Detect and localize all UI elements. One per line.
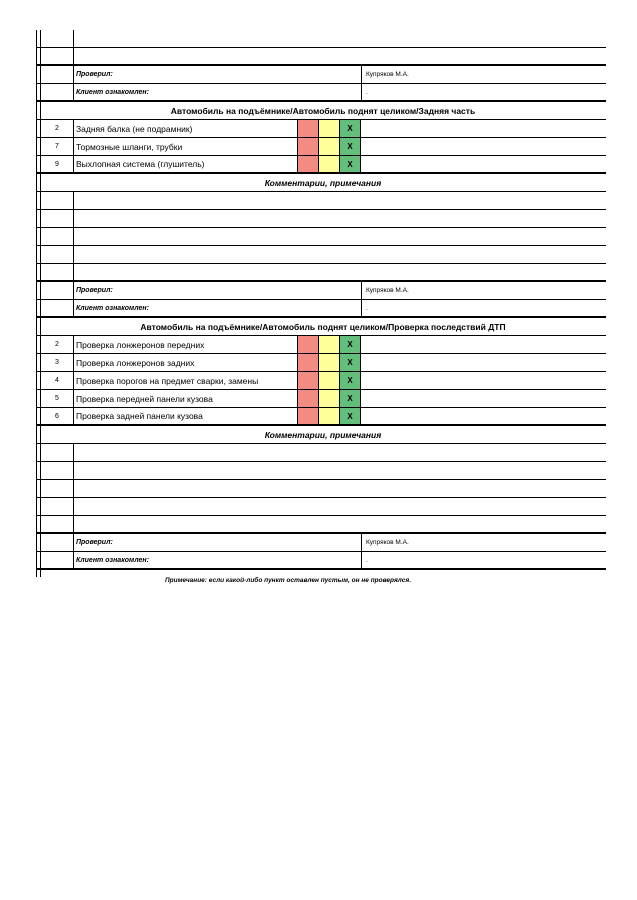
status-red-cell[interactable] (298, 120, 319, 137)
table-row (36, 390, 606, 408)
status-yellow-cell[interactable] (319, 354, 340, 371)
client-value: . (366, 304, 368, 312)
item-description: Задняя балка (не подрамник) (74, 120, 298, 137)
status-green-cell[interactable]: X (340, 336, 361, 353)
checked-by-label: Проверил: (74, 66, 362, 83)
table-row (36, 372, 606, 390)
comment-line[interactable] (36, 480, 606, 498)
item-number: 3 (40, 354, 74, 371)
comment-line[interactable] (36, 462, 606, 480)
blank-row (36, 48, 606, 66)
comments-title: Комментарии, примечания (264, 429, 382, 440)
footnote: Примечание: если какой-либо пункт оставлен пустым, он не проверялся. (165, 577, 411, 584)
table-row (36, 336, 606, 354)
comments-header (36, 174, 606, 192)
checked-by-label: Проверил: (74, 534, 362, 551)
status-yellow-cell[interactable] (319, 336, 340, 353)
checked-by-value: Купряков М.А. (366, 539, 409, 546)
status-yellow-cell[interactable] (319, 156, 340, 172)
comment-line[interactable] (36, 210, 606, 228)
client-row (36, 84, 606, 102)
comment-line[interactable] (36, 444, 606, 462)
blank-row (36, 30, 606, 48)
client-label: Клиент ознакомлен: (74, 552, 362, 568)
comments-header (36, 426, 606, 444)
inspection-sheet (36, 30, 606, 570)
item-number: 2 (40, 120, 74, 137)
status-yellow-cell[interactable] (319, 120, 340, 137)
status-green-cell[interactable]: X (340, 156, 361, 172)
checked-by-row (36, 282, 606, 300)
status-green-cell[interactable]: X (340, 120, 361, 137)
status-yellow-cell[interactable] (319, 390, 340, 407)
item-number: 6 (40, 408, 74, 424)
item-description: Выхлопная система (глушитель) (74, 156, 298, 172)
item-number: 7 (40, 138, 74, 155)
status-red-cell[interactable] (298, 336, 319, 353)
table-row (36, 156, 606, 174)
comment-line[interactable] (36, 246, 606, 264)
section-header (36, 318, 606, 336)
item-number: 2 (40, 336, 74, 353)
comment-line[interactable] (36, 498, 606, 516)
status-yellow-cell[interactable] (319, 408, 340, 424)
comment-line[interactable] (36, 192, 606, 210)
client-label: Клиент ознакомлен: (74, 84, 362, 100)
status-red-cell[interactable] (298, 390, 319, 407)
client-value: . (366, 88, 368, 96)
table-row (36, 354, 606, 372)
client-row (36, 300, 606, 318)
item-number: 4 (40, 372, 74, 389)
checked-by-label: Проверил: (74, 282, 362, 299)
comments-title: Комментарии, примечания (264, 177, 382, 188)
status-green-cell[interactable]: X (340, 390, 361, 407)
client-value: . (366, 556, 368, 564)
item-description: Тормозные шланги, трубки (74, 138, 298, 155)
checked-by-value: Купряков М.А. (366, 287, 409, 294)
item-description: Проверка задней панели кузова (74, 408, 298, 424)
checked-by-value: Купряков М.А. (366, 71, 409, 78)
status-yellow-cell[interactable] (319, 372, 340, 389)
section-header (36, 102, 606, 120)
comment-line[interactable] (36, 228, 606, 246)
status-yellow-cell[interactable] (319, 138, 340, 155)
comment-line[interactable] (36, 264, 606, 282)
status-green-cell[interactable]: X (340, 408, 361, 424)
client-label: Клиент ознакомлен: (74, 300, 362, 316)
item-description: Проверка порогов на предмет сварки, замены (74, 372, 298, 389)
item-description: Проверка передней панели кузова (74, 390, 298, 407)
table-row (36, 120, 606, 138)
section-title: Автомобиль на подъёмнике/Автомобиль поднят целиком/Задняя часть (170, 105, 476, 116)
table-row (36, 138, 606, 156)
status-red-cell[interactable] (298, 138, 319, 155)
checked-by-row (36, 534, 606, 552)
item-description: Проверка лонжеронов передних (74, 336, 298, 353)
status-green-cell[interactable]: X (340, 354, 361, 371)
item-description: Проверка лонжеронов задних (74, 354, 298, 371)
status-red-cell[interactable] (298, 408, 319, 424)
status-red-cell[interactable] (298, 156, 319, 172)
comment-line[interactable] (36, 516, 606, 534)
section-title: Автомобиль на подъёмнике/Автомобиль поднят целиком/Проверка последствий ДТП (140, 321, 506, 332)
status-red-cell[interactable] (298, 354, 319, 371)
status-green-cell[interactable]: X (340, 138, 361, 155)
client-row (36, 552, 606, 570)
item-number: 9 (40, 156, 74, 172)
table-row (36, 408, 606, 426)
item-number: 5 (40, 390, 74, 407)
checked-by-row (36, 66, 606, 84)
status-green-cell[interactable]: X (340, 372, 361, 389)
status-red-cell[interactable] (298, 372, 319, 389)
